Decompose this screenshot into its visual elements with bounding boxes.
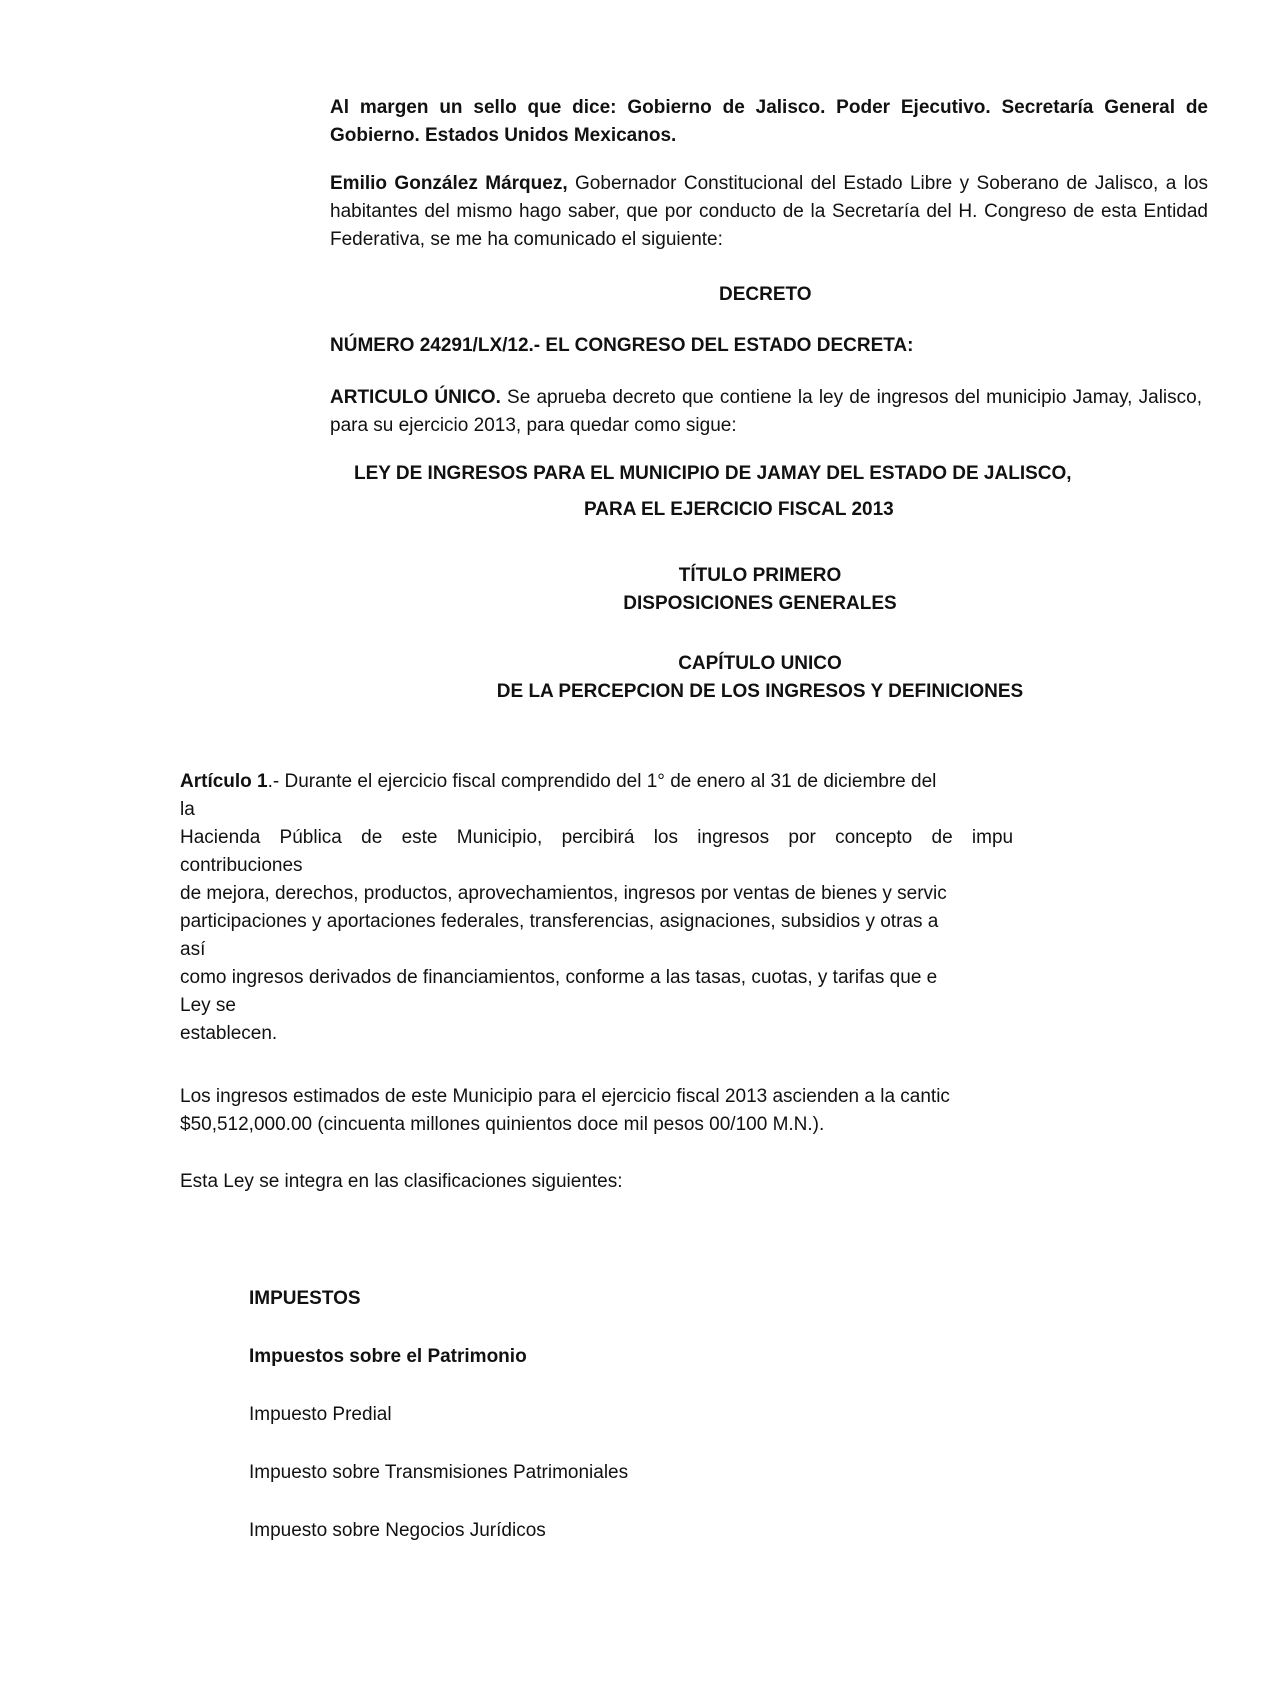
chapter-title: CAPÍTULO UNICO: [678, 653, 842, 674]
article-1-line: participaciones y aportaciones federales, transferencias, asignaciones, subsidios y otras a: [180, 911, 939, 932]
governor-paragraph: [330, 170, 1208, 254]
title-subtitle: DISPOSICIONES GENERALES: [623, 593, 897, 614]
article-1-label: Artículo 1: [180, 771, 268, 792]
article-1-line: Ley se: [180, 995, 236, 1016]
article-unique-text: Se aprueba decreto que contiene la ley de ingresos del municipio Jamay, Jalisco, para su ejercicio 2013, para quedar como sigue:: [330, 387, 1202, 436]
governor-name: Emilio González Márquez,: [330, 173, 568, 194]
classification-heading: IMPUESTOS: [249, 1288, 361, 1309]
article-1-line: la: [180, 799, 195, 820]
chapter-subtitle: DE LA PERCEPCION DE LOS INGRESOS Y DEFINICIONES: [496, 681, 1024, 702]
classification-item: Impuesto Predial: [249, 1404, 392, 1425]
estimate-line: Los ingresos estimados de este Municipio para el ejercicio fiscal 2013 ascienden a la cantic: [180, 1086, 950, 1107]
article-1-line: contribuciones: [180, 855, 303, 876]
article-1-line: establecen.: [180, 1023, 278, 1044]
classification-intro: Esta Ley se integra en las clasificaciones siguientes:: [180, 1171, 623, 1192]
article-1-line: de mejora, derechos, productos, aprovechamientos, ingresos por ventas de bienes y servic: [180, 883, 947, 904]
article-1-block: [180, 768, 1034, 1058]
article-unique: [330, 384, 1202, 440]
article-unique-label: ARTICULO ÚNICO.: [330, 387, 501, 408]
law-title-line1: LEY DE INGRESOS PARA EL MUNICIPIO DE JAMAY DEL ESTADO DE JALISCO,: [354, 463, 1072, 484]
decree-number: NÚMERO 24291/LX/12.- EL CONGRESO DEL ESTADO DECRETA:: [330, 335, 914, 356]
decree-heading: DECRETO: [719, 284, 812, 305]
classification-subheading: Impuestos sobre el Patrimonio: [249, 1346, 527, 1367]
article-1-line: como ingresos derivados de financiamientos, conforme a las tasas, cuotas, y tarifas que e: [180, 967, 938, 988]
seal-note: Al margen un sello que dice: Gobierno de Jalisco. Poder Ejecutivo. Secretaría General de Gobierno. Estados Unidos Mexicanos.: [330, 97, 1208, 146]
article-1-line: Artículo 1.- Durante el ejercicio fiscal comprendido del 1° de enero al 31 de diciembre del: [180, 771, 937, 792]
estimate-paragraph: [180, 1083, 1034, 1143]
title-primero: TÍTULO PRIMERO: [678, 565, 842, 586]
estimate-line: $50,512,000.00 (cincuenta millones quinientos doce mil pesos 00/100 M.N.).: [180, 1114, 825, 1135]
classification-item: Impuesto sobre Transmisiones Patrimoniales: [249, 1462, 629, 1483]
governor-text: Gobernador Constitucional del Estado Libre y Soberano de Jalisco, a los habitantes del mismo hago saber, que por conducto de la Secretaría del H. Congreso de esta Entidad Federativa, se me ha comunicado el siguiente:: [330, 173, 1208, 250]
article-1-line: Hacienda Pública de este Municipio, percibirá los ingresos por concepto de impu: [180, 827, 1014, 848]
classification-item: Impuesto sobre Negocios Jurídicos: [249, 1520, 546, 1541]
law-title-line2: PARA EL EJERCICIO FISCAL 2013: [584, 499, 894, 520]
article-1-line: así: [180, 939, 206, 960]
